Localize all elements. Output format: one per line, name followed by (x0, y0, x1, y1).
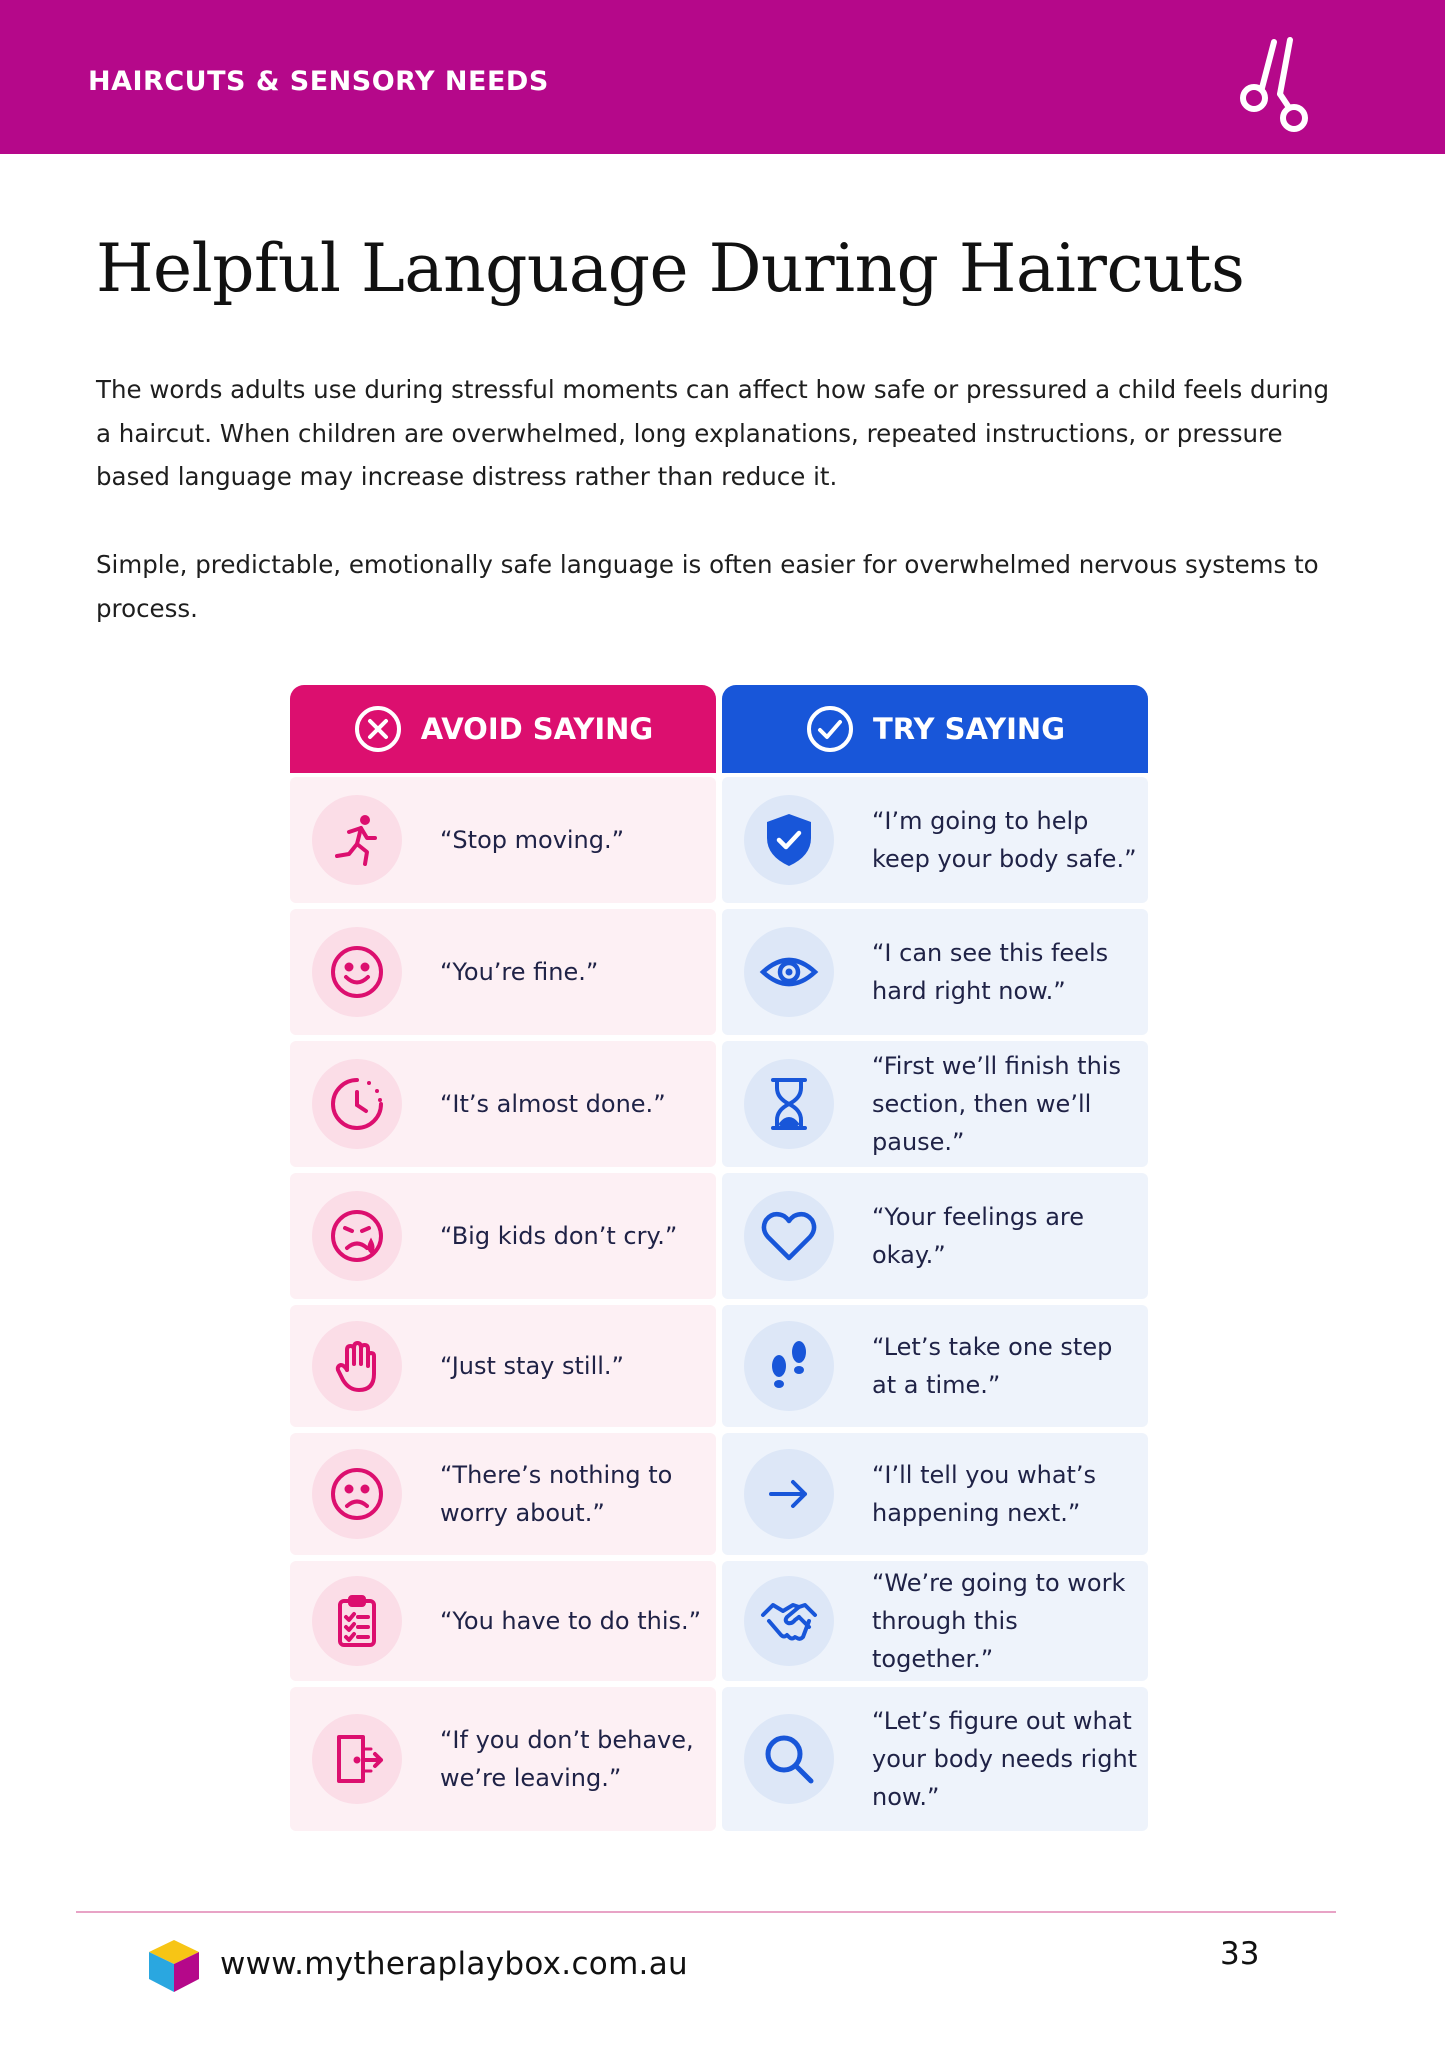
avoid-phrase: “If you don’t behave, we’re leaving.” (440, 1726, 694, 1792)
avoid-phrase: “Stop moving.” (440, 826, 625, 854)
sad-face-icon (312, 1449, 402, 1539)
avoid-row (290, 1041, 716, 1167)
x-circle-icon (353, 704, 403, 754)
exit-door-icon (312, 1714, 402, 1804)
eye-icon (744, 927, 834, 1017)
try-phrase: “We’re going to work through this together.” (872, 1569, 1126, 1673)
header-bar (0, 0, 1445, 154)
running-person-icon (312, 795, 402, 885)
avoid-row (290, 1173, 716, 1299)
try-phrase: “I’m going to help keep your body safe.” (872, 807, 1137, 873)
hourglass-icon (744, 1059, 834, 1149)
try-heading: TRY SAYING (872, 712, 1066, 746)
avoid-column (290, 685, 716, 1792)
scissors-icon (1238, 36, 1316, 132)
intro-paragraph-2: Simple, predictable, emotionally safe language is often easier for overwhelmed nervous systems to process. (96, 550, 1319, 623)
try-row (722, 909, 1148, 1035)
avoid-row (290, 1561, 716, 1681)
try-phrase: “Let’s take one step at a time.” (872, 1333, 1113, 1399)
avoid-heading: AVOID SAYING (420, 712, 654, 746)
heart-icon (744, 1191, 834, 1281)
clipboard-checklist-icon (312, 1576, 402, 1666)
try-row (722, 1687, 1148, 1831)
try-row (722, 1173, 1148, 1299)
avoid-phrase: “You have to do this.” (440, 1607, 702, 1635)
smiley-face-icon (312, 927, 402, 1017)
avoid-phrase: “Big kids don’t cry.” (440, 1222, 678, 1250)
intro-paragraph-1: The words adults use during stressful moments can affect how safe or pressured a child feels during a haircut. When children are overwhelmed, long explanations, repeated instructions, or pressure based language may increase distress rather than reduce it. (96, 375, 1330, 491)
shield-check-icon (744, 795, 834, 885)
crying-face-icon (312, 1191, 402, 1281)
hand-stop-icon (312, 1321, 402, 1411)
avoid-phrase: “It’s almost done.” (440, 1090, 666, 1118)
avoid-phrase: “You’re fine.” (440, 958, 599, 986)
try-phrase: “I’ll tell you what’s happening next.” (872, 1461, 1097, 1527)
avoid-row (290, 1305, 716, 1427)
try-row (722, 1561, 1148, 1681)
check-circle-icon (805, 704, 855, 754)
magnifier-icon (744, 1714, 834, 1804)
footer-website-link[interactable]: www.mytheraplaybox.com.au (220, 1946, 688, 1982)
clock-icon (312, 1059, 402, 1149)
avoid-row (290, 777, 716, 903)
try-phrase: “I can see this feels hard right now.” (872, 939, 1109, 1005)
page-number: 33 (1220, 1936, 1260, 1972)
try-column (722, 685, 1148, 1811)
avoid-phrase: “Just stay still.” (440, 1352, 624, 1380)
page-title: Helpful Language During Haircuts (96, 230, 1245, 307)
handshake-icon (744, 1576, 834, 1666)
try-phrase: “First we’ll finish this section, then we’ll pause.” (872, 1052, 1121, 1156)
avoid-phrase: “There’s nothing to worry about.” (440, 1461, 673, 1527)
try-phrase: “Your feelings are okay.” (872, 1203, 1085, 1269)
header-title: HAIRCUTS & SENSORY NEEDS (88, 66, 549, 97)
try-row (722, 1305, 1148, 1427)
cube-logo-icon (145, 1936, 203, 1994)
avoid-row (290, 909, 716, 1035)
try-row (722, 1433, 1148, 1555)
comparison-table (270, 668, 1160, 1848)
try-phrase: “Let’s figure out what your body needs right now.” (872, 1707, 1138, 1811)
footprints-icon (744, 1321, 834, 1411)
avoid-row (290, 1687, 716, 1831)
try-row (722, 777, 1148, 903)
avoid-header (290, 685, 716, 773)
footer-divider (76, 1911, 1336, 1913)
try-header (722, 685, 1148, 773)
arrow-right-icon (744, 1449, 834, 1539)
avoid-row (290, 1433, 716, 1555)
try-row (722, 1041, 1148, 1167)
